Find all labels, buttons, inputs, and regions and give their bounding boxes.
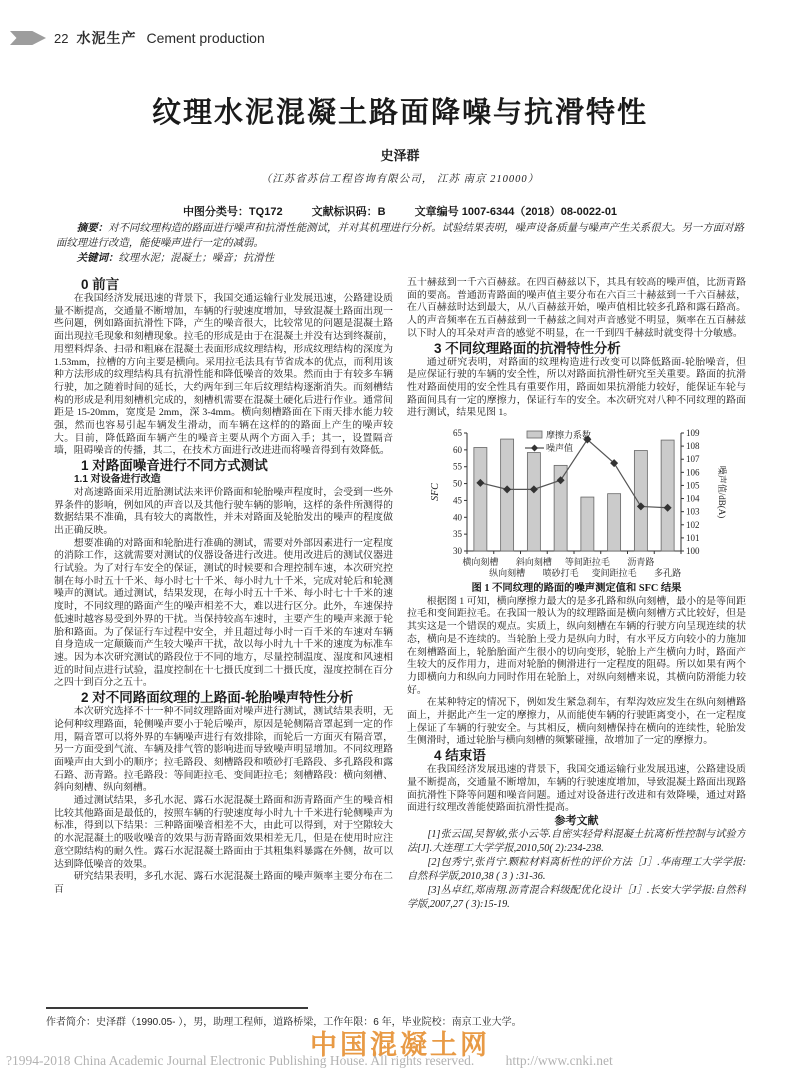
- paragraph: 在我国经济发展迅速的背景下，我国交通运输行业发展迅速，公路建设质量不断提高，交通量不断增加，车辆的行驶速度增加，导致混凝土路面出现路面抗滑性下降等问题和噪音问题。通过对设备进行改进和有效降噪，通过对路面进行纹理改善能使路面抗滑性提高。: [407, 764, 746, 814]
- section-title-cn: 水泥生产: [76, 30, 137, 46]
- reference-item: [1]张云国,吴智敏,张小云等.自密实轻骨料混凝土抗离析性控制与试验方法[J].大连理工大学学报,2010,50( 2):234-238.: [407, 828, 746, 854]
- author-bio-rule: [46, 1007, 308, 1009]
- article-body: [54, 277, 746, 999]
- svg-text:变间距拉毛: 变间距拉毛: [591, 568, 637, 579]
- svg-text:30: 30: [452, 546, 462, 557]
- svg-text:102: 102: [685, 519, 699, 530]
- left-column: [54, 277, 393, 999]
- svg-text:108: 108: [685, 441, 699, 452]
- paragraph: 本次研究选择不十一种不同纹理路面对噪声进行测试，测试结果表明，无论何种纹理路面，轮侧噪声要小于轮后噪声，原因是轮侧隔音罩起到一定的作用，隔音罩可以将外界的车辆噪声进行有效排除，而轮后一方面灭有隔音罩，另一方面受到气流、车辆及排气管的影响进而导致噪声明显增加。不同纹理路面噪声由大到小的顺序；拉毛路段、刻槽路段和喷砂打毛路段、多孔路段和露石路、沥青路。拉毛路段：等间距拉毛、变间距拉毛；刻槽路段：横向刻槽、斜向刻槽、纵向刻槽。: [54, 706, 393, 794]
- abstract-label: 摘要：: [76, 223, 109, 234]
- keywords-label: 关键词：: [76, 253, 119, 264]
- section-4-heading: 4 结束语: [434, 748, 486, 764]
- figure-1-chart: [407, 423, 746, 581]
- svg-text:60: 60: [452, 444, 462, 455]
- paper-affiliation: （江苏省苏信工程咨询有限公司， 江苏 南京 210000）: [260, 174, 540, 185]
- abstract-block: [56, 221, 744, 266]
- svg-text:45: 45: [452, 495, 462, 506]
- svg-text:噪声值/dB(A): 噪声值/dB(A): [716, 465, 727, 519]
- svg-text:55: 55: [452, 461, 462, 472]
- svg-text:噪声值: 噪声值: [545, 443, 573, 454]
- section-2-heading: 2 对不同路面纹理的上路面-轮胎噪声特性分析: [81, 690, 354, 706]
- section-1-1-heading: 1.1 对设备进行改造: [74, 474, 161, 486]
- svg-text:沥青路: 沥青路: [626, 557, 654, 568]
- svg-text:多孔路: 多孔路: [653, 568, 681, 579]
- abstract-text: 摘要：对不同纹理构造的路面进行噪声和抗滑性能测试，并对其机理进行分析。试验结果表明，噪声设备质量与噪声产生关系很大。另一方面对路面纹理进行改造，能使噪声进行一定的减弱。: [56, 223, 744, 249]
- paragraph: 研究结果表明，多孔水泥、露石水泥混凝土路面的噪声频率主要分布在二百: [54, 871, 393, 895]
- watermark-text: 中国混凝土网: [310, 1030, 490, 1060]
- paragraph: 五十赫兹到一千六百赫兹。在四百赫兹以下，其具有较高的噪声值，比沥青路面的要高。普通沥青路面的噪声值主要分布在六百三十赫兹到一千六百赫兹，在八百赫兹时达到最大，从八百赫兹开始，噪声值相比较多孔路和露石路高。人的声音频率在五百赫兹到一千赫兹之间对声音感觉不明显，频率在五百赫兹以下时人的耳朵对声音的感觉不明显，在一千到四千赫兹时就变得十分敏感。: [407, 277, 746, 339]
- svg-text:40: 40: [452, 512, 462, 523]
- paragraph: 在我国经济发展迅速的背景下，我国交通运输行业发展迅速，公路建设质量不断提高，交通量不断增加，车辆的行驶速度增加，导致混凝土路面出现一些问题，例如路面抗滑性下降，产生的噪音很大，比较常见的问题是混凝土路面出现拉毛现象和刻槽现象。拉毛的形成是由于在混凝土并没有达到终凝前，用塑料焊条、扫帚和粗麻在混凝土表面形成纹理结构，形成纹理结构的深度为 1.53mm，拉槽的方向主要是横向。采用拉毛法具有节省成本的优点，而利用该种方法形成的纹理结构具有抗滑性能和降低噪音的效果。然而由于有较多车辆行驶，加之随着时间的延长，大约两年到三年后纹理结构逐渐消失。而刻槽结构的形成是利用刻槽机完成的，刻槽机需要在混凝土硬化后进行作业。通常间距是 15-20mm，宽度是 2mm，深 3-4mm。横向刻槽路面在下雨天排水能力较强，然而也容易引起车辆发生滑动，而车辆在这样的的路面上产生的噪声较大。目前，降低路面车辆产生的噪音主要从两个方面入手；其一，设置隔音墙，阻碍噪音的传播，其二，在技术方面进行改进进而将噪音得到有效降低。: [54, 293, 393, 457]
- svg-text:106: 106: [685, 467, 699, 478]
- svg-text:35: 35: [452, 529, 462, 540]
- svg-text:105: 105: [685, 480, 699, 491]
- cnki-url[interactable]: http://www.cnki.net: [505, 1053, 613, 1068]
- page-masthead: [10, 28, 265, 48]
- figure-1-caption: 图 1 不同纹理的路面的噪声测定值和 SFC 结果: [471, 583, 682, 595]
- svg-text:SFC: SFC: [429, 483, 441, 501]
- bar-line-chart: [427, 423, 727, 581]
- author-bio: 作者简介：史泽群（1990.05- ），男，助理工程师，道路桥梁，工作年限：6 年，毕业院校：南京工业大学。: [46, 1017, 522, 1028]
- paragraph: 通过研究表明，对路面的纹理构造进行改变可以降低路面-轮胎噪音，但是应保证行驶的车辆的安全性，所以对路面抗滑性研究至关重要。路面的抗滑性对路面使用的安全性具有重要作用，路面如果抗滑能力较好，能保证车轮与路面间具有一定的摩擦力，保证行车的安全。本次研究对八种不同纹理的路面进行测试，结果见图 1。: [407, 356, 746, 419]
- references-heading: 参考文献: [554, 814, 599, 827]
- svg-text:摩擦力系数: 摩擦力系数: [545, 430, 591, 441]
- svg-text:斜向刻槽: 斜向刻槽: [515, 557, 552, 568]
- svg-text:纵向刻槽: 纵向刻槽: [488, 568, 525, 579]
- reference-item: [2]包秀宁,张肖宁.颗粒材料离析性的评价方法［J］.华南理工大学学报:自然科学版,2010,38 ( 3 ) :31-36.: [407, 856, 746, 882]
- meta-article-no: 文章编号 1007-6344（2018）08-0022-01: [414, 206, 618, 218]
- svg-text:109: 109: [685, 428, 699, 439]
- meta-doc-code: 文献标识码：B: [311, 206, 386, 218]
- section-3-heading: 3 不同纹理路面的抗滑特性分析: [434, 340, 621, 356]
- paper-author: 史泽群: [380, 148, 420, 163]
- svg-text:100: 100: [685, 546, 699, 557]
- title-block: [0, 90, 800, 219]
- paragraph: 对高速路面采用近胎测试法来评价路面和轮胎噪声程度时，会受到一些外界条件的影响，例如风的声音以及其他行驶车辆的影响，这样的条件所测得的数据结果不准确，具有较大的离散性，并未对路面及轮胎发出的噪声的程度做出正确反映。: [54, 486, 393, 536]
- paper-title: 纹理水泥混凝土路面降噪与抗滑特性: [151, 97, 648, 129]
- paragraph: 想要准确的对路面和轮胎进行准确的测试，需要对外部因素进行一定程度的消除工作，这就需要对测试的仪器设备进行改进。使用改进后的测试仪器进行试验。为了对行车安全的保证，测试的时候要和合理控制车速，本次研究控制在每小时五十千米、每小时七十千米、每小时九十千米，完成对轮后和轮测噪声的测试。通过测试，结果发现，在每小时五十千米、每小时七十千米的速度时，不同纹理的路面产生的噪声相差不大，难以进行区分。此外，车速保持低速时越容易受到外界的干扰。当保持较高车速时，主要产生的噪声来源于轮胎和路面。为了保证行车过程中安全，并且超过每小时一百千米的车速对车辆自身造成一定颠簸而产生较大噪声干扰，故以每小时九十千米的速度为标准车速。因为本次研究测试的路段位于不同的地方，尽量控制温度、湿度和风速相近的时间点进行试验，温度控制在十七摄氏度到二十摄氏度，湿度控制在百分之四十到百分之五十。: [54, 537, 393, 689]
- section-0-heading: 0 前言: [81, 277, 120, 292]
- keywords: 关键词：纹理水泥；混凝土；噪音；抗滑性: [76, 253, 275, 264]
- right-column: [407, 277, 746, 999]
- section-1-heading: 1 对路面噪音进行不同方式测试: [81, 458, 268, 474]
- svg-text:50: 50: [452, 478, 462, 489]
- page-number: 22: [54, 30, 69, 46]
- meta-clc: 中图分类号：TQ172: [182, 206, 283, 218]
- copyright-text: ?1994-2018 China Academic Journal Electronic Publishing House. All rights reserved.: [6, 1053, 475, 1068]
- svg-text:107: 107: [685, 454, 699, 465]
- reference-item: [3]丛卓红,郑南翔.沥青混合料级配优化设计［J］.长安大学学报:自然科学版,2007,27 ( 3):15-19.: [407, 884, 746, 910]
- paragraph: 根据图 1 可知，横向摩擦力最大的是多孔路和纵向刻槽，最小的是等间距拉毛和变间距拉毛。在我国一般认为的纹理路面是横向刻槽方式比较好，但是其实这是一个错误的观点。实质上，纵向刻槽在车辆的行驶方向呈现连续的状态，横向是不连续的。当轮胎上受力是纵向力时，有水平反方向较小的力施加在刻槽路面上，轮胎胎面产生很小的切向变形，轮胎上产生横向力时，路面产生较大的反作用力，进而对轮胎的侧滑进行一定程度的阻碍。所以如果有两个力即横向力和纵向力同时作用在轮胎上，对纵向刻槽来说，其横向防滑能力较好。: [407, 595, 746, 696]
- section-arrow-icon: [10, 31, 46, 45]
- svg-text:101: 101: [685, 532, 699, 543]
- paragraph: 通过测试结果，多孔水泥、露石水泥混凝土路面和沥青路面产生的噪音相比较其他路面是最低的，按照车辆的行驶速度每小时九十千米进行轮侧噪声为标准，得到以下结果：三种路面噪音相差不大，由此可以得到，对于空隙较大的水泥混凝土的吸收噪音的效果与沥青路面效果相差无几，但是在使用时应注意空隙结构的耐久性。露石水泥混凝土路面由于其粗集料暴露在外侧，故可以达到降低噪音的效果。: [54, 795, 393, 870]
- svg-text:65: 65: [452, 428, 462, 439]
- svg-text:104: 104: [685, 493, 699, 504]
- section-title-en: Cement production: [146, 30, 265, 46]
- svg-text:横向刻槽: 横向刻槽: [461, 557, 498, 568]
- svg-text:等间距拉毛: 等间距拉毛: [564, 557, 610, 568]
- svg-text:喷砂打毛: 喷砂打毛: [542, 568, 579, 579]
- paper-meta: [0, 203, 800, 219]
- svg-text:103: 103: [685, 506, 699, 517]
- paragraph: 在某种特定的情况下，例如发生紧急刹车，有犁沟效应发生在纵向刻槽路面上，并据此产生一定的摩擦力，从而能使车辆的行驶距离变小，在一定程度上保证了车辆的行驶安全。与其相反，横向刻槽保持在横向的连续性，轮胎发生侧滑时，通过轮胎与横向刻槽的频繁碰撞，故增加了一定的摩擦力。: [407, 697, 746, 747]
- copyright-line: [6, 1053, 800, 1069]
